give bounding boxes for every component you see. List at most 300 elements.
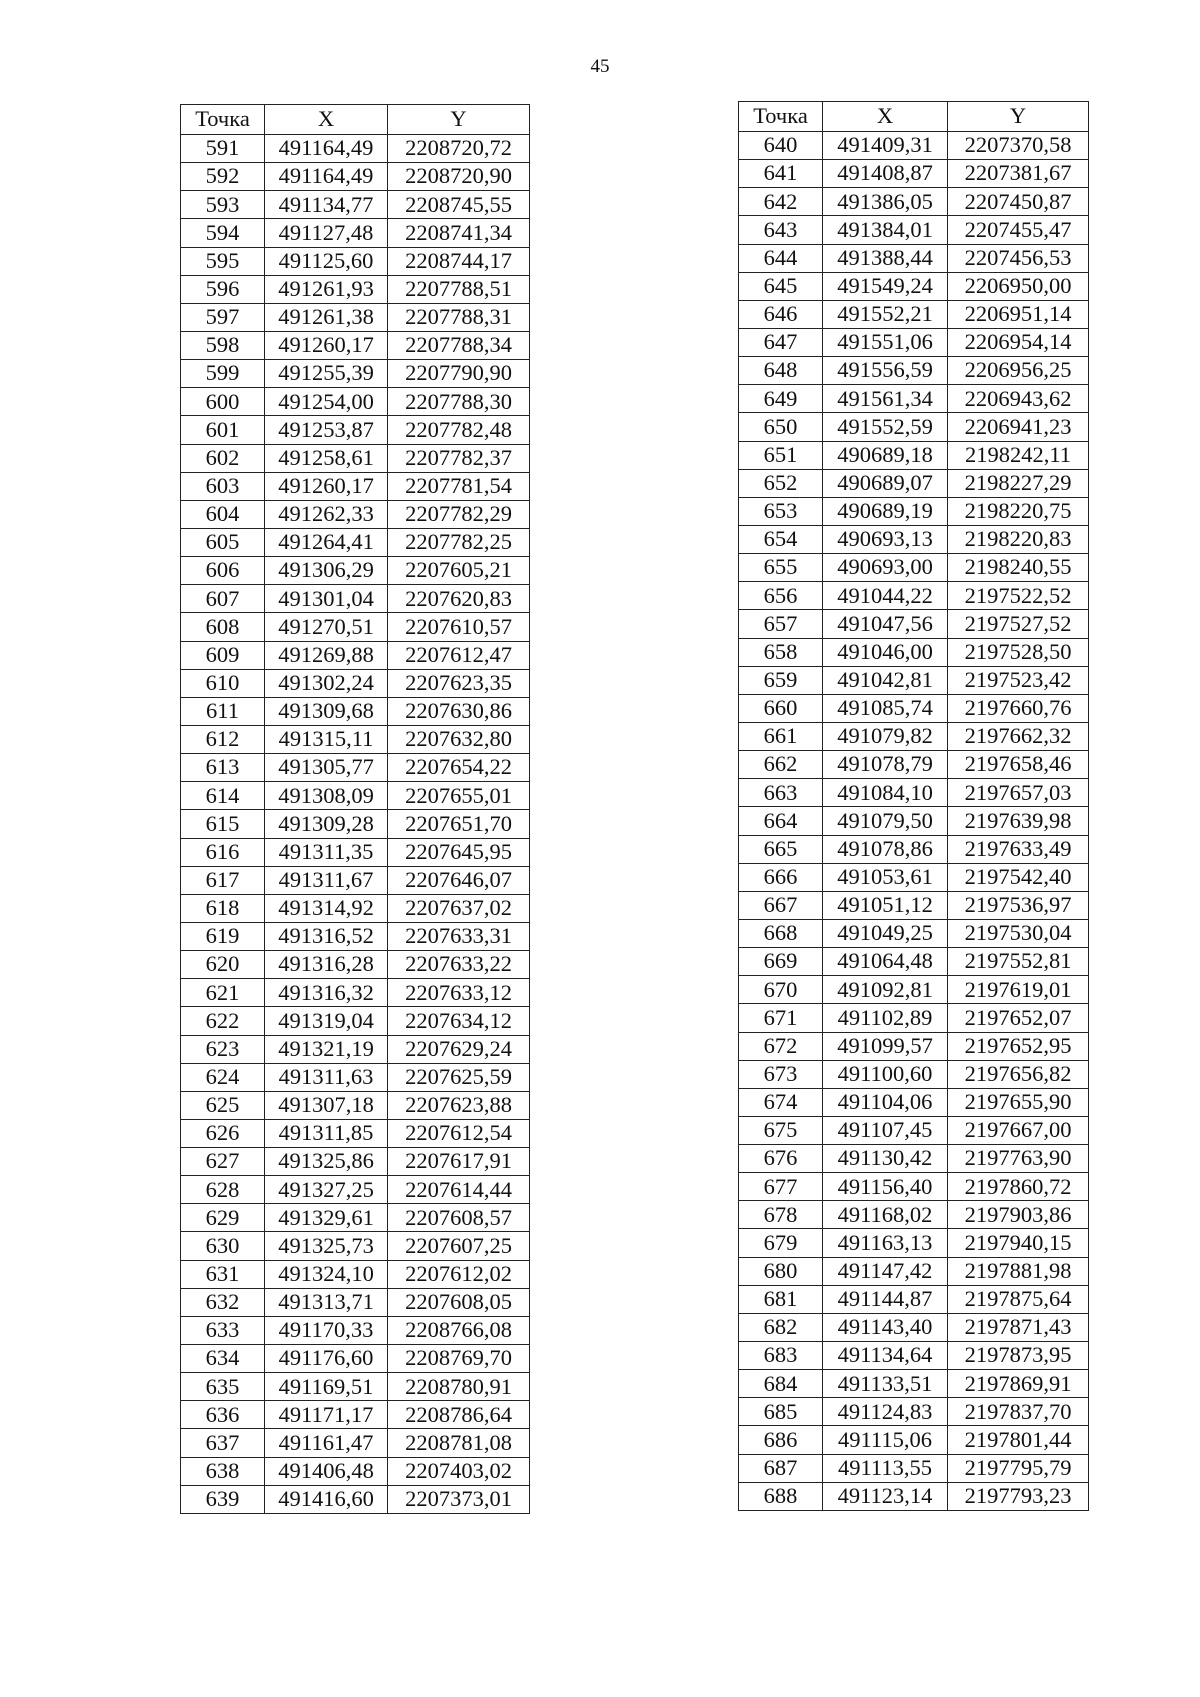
cell-y: 2207612,47 bbox=[388, 641, 530, 669]
cell-x: 491258,61 bbox=[265, 444, 388, 472]
cell-point: 643 bbox=[739, 216, 823, 244]
cell-point: 654 bbox=[739, 525, 823, 553]
cell-x: 491163,13 bbox=[823, 1229, 948, 1257]
cell-y: 2207790,90 bbox=[388, 360, 530, 388]
cell-point: 639 bbox=[181, 1485, 265, 1513]
table-row bbox=[739, 582, 1089, 610]
cell-y: 2197652,07 bbox=[948, 1004, 1089, 1032]
cell-y: 2207637,02 bbox=[388, 894, 530, 922]
cell-x: 491156,40 bbox=[823, 1173, 948, 1201]
cell-y: 2207633,22 bbox=[388, 951, 530, 979]
cell-x: 491309,68 bbox=[265, 697, 388, 725]
table-row bbox=[181, 838, 530, 866]
cell-y: 2197793,23 bbox=[948, 1482, 1089, 1510]
cell-y: 2197542,40 bbox=[948, 863, 1089, 891]
cell-x: 491104,06 bbox=[823, 1088, 948, 1116]
cell-point: 685 bbox=[739, 1398, 823, 1426]
table-row bbox=[181, 782, 530, 810]
cell-y: 2197660,76 bbox=[948, 694, 1089, 722]
table-row bbox=[739, 1257, 1089, 1285]
cell-point: 604 bbox=[181, 500, 265, 528]
cell-x: 491164,49 bbox=[265, 163, 388, 191]
cell-y: 2207455,47 bbox=[948, 216, 1089, 244]
cell-x: 491386,05 bbox=[823, 188, 948, 216]
cell-point: 607 bbox=[181, 585, 265, 613]
cell-x: 491416,60 bbox=[265, 1485, 388, 1513]
table-row bbox=[181, 1345, 530, 1373]
cell-x: 491261,93 bbox=[265, 275, 388, 303]
cell-x: 491316,28 bbox=[265, 951, 388, 979]
cell-x: 491306,29 bbox=[265, 557, 388, 585]
cell-y: 2197530,04 bbox=[948, 919, 1089, 947]
cell-y: 2197658,46 bbox=[948, 751, 1089, 779]
cell-x: 491085,74 bbox=[823, 694, 948, 722]
cell-y: 2207788,30 bbox=[388, 388, 530, 416]
cell-x: 491311,85 bbox=[265, 1119, 388, 1147]
table-row bbox=[181, 1091, 530, 1119]
cell-y: 2197871,43 bbox=[948, 1313, 1089, 1341]
cell-y: 2197522,52 bbox=[948, 582, 1089, 610]
cell-point: 611 bbox=[181, 697, 265, 725]
cell-x: 491042,81 bbox=[823, 666, 948, 694]
cell-x: 491552,59 bbox=[823, 413, 948, 441]
table-row bbox=[181, 500, 530, 528]
cell-x: 491047,56 bbox=[823, 610, 948, 638]
cell-point: 670 bbox=[739, 976, 823, 1004]
table-row bbox=[739, 554, 1089, 582]
cell-point: 618 bbox=[181, 894, 265, 922]
cell-point: 653 bbox=[739, 497, 823, 525]
cell-x: 491044,22 bbox=[823, 582, 948, 610]
table-row bbox=[739, 722, 1089, 750]
table-row bbox=[181, 669, 530, 697]
cell-x: 491170,33 bbox=[265, 1316, 388, 1344]
cell-point: 623 bbox=[181, 1035, 265, 1063]
table-row bbox=[739, 891, 1089, 919]
cell-point: 666 bbox=[739, 863, 823, 891]
cell-point: 595 bbox=[181, 247, 265, 275]
cell-y: 2197536,97 bbox=[948, 891, 1089, 919]
cell-x: 491169,51 bbox=[265, 1373, 388, 1401]
cell-x: 491051,12 bbox=[823, 891, 948, 919]
cell-y: 2207608,05 bbox=[388, 1288, 530, 1316]
cell-x: 491168,02 bbox=[823, 1201, 948, 1229]
cell-y: 2207629,24 bbox=[388, 1035, 530, 1063]
cell-y: 2197875,64 bbox=[948, 1285, 1089, 1313]
table-row bbox=[181, 585, 530, 613]
cell-x: 491319,04 bbox=[265, 1007, 388, 1035]
cell-point: 664 bbox=[739, 807, 823, 835]
cell-point: 676 bbox=[739, 1145, 823, 1173]
table-row bbox=[181, 444, 530, 472]
table-row bbox=[739, 1145, 1089, 1173]
cell-point: 678 bbox=[739, 1201, 823, 1229]
cell-y: 2207605,21 bbox=[388, 557, 530, 585]
cell-point: 640 bbox=[739, 132, 823, 160]
cell-point: 597 bbox=[181, 303, 265, 331]
table-row bbox=[181, 528, 530, 556]
cell-x: 491302,24 bbox=[265, 669, 388, 697]
cell-point: 679 bbox=[739, 1229, 823, 1257]
header-y: Y bbox=[388, 105, 530, 135]
cell-point: 600 bbox=[181, 388, 265, 416]
table-row bbox=[181, 191, 530, 219]
cell-y: 2207782,29 bbox=[388, 500, 530, 528]
table-row bbox=[739, 357, 1089, 385]
table-row bbox=[739, 1060, 1089, 1088]
table-row bbox=[739, 413, 1089, 441]
cell-y: 2208741,34 bbox=[388, 219, 530, 247]
cell-point: 599 bbox=[181, 360, 265, 388]
cell-x: 491164,49 bbox=[265, 135, 388, 163]
cell-x: 491313,71 bbox=[265, 1288, 388, 1316]
table-row bbox=[181, 1148, 530, 1176]
cell-point: 633 bbox=[181, 1316, 265, 1344]
cell-y: 2197528,50 bbox=[948, 638, 1089, 666]
cell-y: 2208781,08 bbox=[388, 1429, 530, 1457]
cell-x: 491408,87 bbox=[823, 160, 948, 188]
cell-y: 2197657,03 bbox=[948, 779, 1089, 807]
cell-y: 2197860,72 bbox=[948, 1173, 1089, 1201]
table-row bbox=[181, 1119, 530, 1147]
cell-y: 2197552,81 bbox=[948, 948, 1089, 976]
cell-point: 673 bbox=[739, 1060, 823, 1088]
table-row bbox=[739, 1370, 1089, 1398]
table-row bbox=[739, 1426, 1089, 1454]
table-row bbox=[739, 1032, 1089, 1060]
table-row bbox=[739, 188, 1089, 216]
cell-y: 2197656,82 bbox=[948, 1060, 1089, 1088]
cell-y: 2197795,79 bbox=[948, 1454, 1089, 1482]
cell-point: 675 bbox=[739, 1116, 823, 1144]
cell-x: 491078,86 bbox=[823, 835, 948, 863]
cell-point: 631 bbox=[181, 1260, 265, 1288]
cell-y: 2208744,17 bbox=[388, 247, 530, 275]
cell-point: 683 bbox=[739, 1342, 823, 1370]
cell-point: 627 bbox=[181, 1148, 265, 1176]
cell-x: 491329,61 bbox=[265, 1204, 388, 1232]
page-number: 45 bbox=[590, 56, 610, 77]
cell-y: 2197667,00 bbox=[948, 1116, 1089, 1144]
table-row bbox=[739, 1201, 1089, 1229]
cell-point: 686 bbox=[739, 1426, 823, 1454]
cell-x: 491134,64 bbox=[823, 1342, 948, 1370]
cell-y: 2208786,64 bbox=[388, 1401, 530, 1429]
cell-y: 2197662,32 bbox=[948, 722, 1089, 750]
cell-y: 2197633,49 bbox=[948, 835, 1089, 863]
table-row bbox=[739, 1482, 1089, 1510]
cell-y: 2207614,44 bbox=[388, 1176, 530, 1204]
cell-x: 491311,67 bbox=[265, 866, 388, 894]
cell-point: 645 bbox=[739, 272, 823, 300]
table-row bbox=[181, 866, 530, 894]
table-row bbox=[739, 1313, 1089, 1341]
cell-point: 648 bbox=[739, 357, 823, 385]
cell-x: 491308,09 bbox=[265, 782, 388, 810]
table-row bbox=[739, 807, 1089, 835]
table-row bbox=[181, 894, 530, 922]
cell-y: 2207403,02 bbox=[388, 1457, 530, 1485]
header-point: Точка bbox=[739, 102, 823, 132]
cell-point: 650 bbox=[739, 413, 823, 441]
coordinates-table-left bbox=[180, 104, 530, 1514]
cell-point: 660 bbox=[739, 694, 823, 722]
cell-y: 2197619,01 bbox=[948, 976, 1089, 1004]
table-row bbox=[739, 610, 1089, 638]
cell-y: 2198220,83 bbox=[948, 525, 1089, 553]
cell-x: 491384,01 bbox=[823, 216, 948, 244]
cell-x: 491176,60 bbox=[265, 1345, 388, 1373]
cell-point: 659 bbox=[739, 666, 823, 694]
cell-point: 634 bbox=[181, 1345, 265, 1373]
table-row bbox=[739, 666, 1089, 694]
cell-x: 491561,34 bbox=[823, 385, 948, 413]
cell-point: 677 bbox=[739, 1173, 823, 1201]
table-row bbox=[181, 135, 530, 163]
cell-y: 2207610,57 bbox=[388, 613, 530, 641]
cell-x: 491079,50 bbox=[823, 807, 948, 835]
table-row bbox=[181, 697, 530, 725]
cell-point: 613 bbox=[181, 754, 265, 782]
cell-point: 603 bbox=[181, 472, 265, 500]
cell-y: 2208766,08 bbox=[388, 1316, 530, 1344]
cell-x: 491127,48 bbox=[265, 219, 388, 247]
table-row bbox=[739, 216, 1089, 244]
cell-point: 628 bbox=[181, 1176, 265, 1204]
table-row bbox=[181, 1401, 530, 1429]
cell-x: 491269,88 bbox=[265, 641, 388, 669]
cell-y: 2207623,35 bbox=[388, 669, 530, 697]
cell-point: 608 bbox=[181, 613, 265, 641]
cell-y: 2197523,42 bbox=[948, 666, 1089, 694]
cell-point: 625 bbox=[181, 1091, 265, 1119]
cell-y: 2206951,14 bbox=[948, 300, 1089, 328]
cell-x: 491046,00 bbox=[823, 638, 948, 666]
cell-point: 626 bbox=[181, 1119, 265, 1147]
cell-point: 609 bbox=[181, 641, 265, 669]
cell-point: 687 bbox=[739, 1454, 823, 1482]
table-row bbox=[739, 272, 1089, 300]
cell-y: 2197869,91 bbox=[948, 1370, 1089, 1398]
cell-point: 671 bbox=[739, 1004, 823, 1032]
cell-x: 491315,11 bbox=[265, 725, 388, 753]
cell-y: 2198220,75 bbox=[948, 497, 1089, 525]
cell-x: 491409,31 bbox=[823, 132, 948, 160]
cell-x: 491113,55 bbox=[823, 1454, 948, 1482]
cell-y: 2207788,51 bbox=[388, 275, 530, 303]
cell-x: 491270,51 bbox=[265, 613, 388, 641]
cell-point: 610 bbox=[181, 669, 265, 697]
cell-x: 491388,44 bbox=[823, 244, 948, 272]
cell-x: 491406,48 bbox=[265, 1457, 388, 1485]
cell-x: 491144,87 bbox=[823, 1285, 948, 1313]
table-row bbox=[181, 1204, 530, 1232]
cell-y: 2207608,57 bbox=[388, 1204, 530, 1232]
table-row bbox=[739, 244, 1089, 272]
cell-x: 491100,60 bbox=[823, 1060, 948, 1088]
cell-y: 2207645,95 bbox=[388, 838, 530, 866]
table-row bbox=[739, 132, 1089, 160]
cell-x: 491325,86 bbox=[265, 1148, 388, 1176]
table-row bbox=[181, 1035, 530, 1063]
cell-point: 680 bbox=[739, 1257, 823, 1285]
cell-point: 602 bbox=[181, 444, 265, 472]
cell-point: 630 bbox=[181, 1232, 265, 1260]
cell-x: 491130,42 bbox=[823, 1145, 948, 1173]
cell-y: 2197652,95 bbox=[948, 1032, 1089, 1060]
table-row bbox=[181, 303, 530, 331]
cell-x: 491123,14 bbox=[823, 1482, 948, 1510]
cell-y: 2206956,25 bbox=[948, 357, 1089, 385]
cell-x: 491133,51 bbox=[823, 1370, 948, 1398]
table-header-row bbox=[181, 105, 530, 135]
cell-point: 606 bbox=[181, 557, 265, 585]
cell-point: 638 bbox=[181, 1457, 265, 1485]
cell-x: 491552,21 bbox=[823, 300, 948, 328]
table-row bbox=[739, 1398, 1089, 1426]
table-row bbox=[181, 1316, 530, 1344]
cell-point: 646 bbox=[739, 300, 823, 328]
cell-point: 684 bbox=[739, 1370, 823, 1398]
table-row bbox=[181, 1063, 530, 1091]
cell-x: 491556,59 bbox=[823, 357, 948, 385]
cell-point: 644 bbox=[739, 244, 823, 272]
table-row bbox=[739, 835, 1089, 863]
cell-x: 491092,81 bbox=[823, 976, 948, 1004]
cell-x: 491311,35 bbox=[265, 838, 388, 866]
table-row bbox=[739, 300, 1089, 328]
table-row bbox=[181, 1260, 530, 1288]
cell-y: 2207782,25 bbox=[388, 528, 530, 556]
cell-point: 658 bbox=[739, 638, 823, 666]
table-row bbox=[739, 751, 1089, 779]
table-row bbox=[739, 1285, 1089, 1313]
header-point: Точка bbox=[181, 105, 265, 135]
cell-point: 663 bbox=[739, 779, 823, 807]
cell-y: 2207370,58 bbox=[948, 132, 1089, 160]
cell-x: 491551,06 bbox=[823, 328, 948, 356]
cell-point: 674 bbox=[739, 1088, 823, 1116]
table-row bbox=[181, 641, 530, 669]
table-row bbox=[739, 1454, 1089, 1482]
cell-y: 2207782,37 bbox=[388, 444, 530, 472]
cell-point: 661 bbox=[739, 722, 823, 750]
table-row bbox=[181, 557, 530, 585]
table-row bbox=[181, 922, 530, 950]
cell-y: 2206943,62 bbox=[948, 385, 1089, 413]
cell-point: 672 bbox=[739, 1032, 823, 1060]
cell-point: 614 bbox=[181, 782, 265, 810]
table-row bbox=[181, 1007, 530, 1035]
coordinates-table-right bbox=[738, 101, 1089, 1511]
cell-point: 596 bbox=[181, 275, 265, 303]
table-row bbox=[739, 1004, 1089, 1032]
table-row bbox=[181, 1176, 530, 1204]
cell-point: 605 bbox=[181, 528, 265, 556]
table-row bbox=[181, 1232, 530, 1260]
table-row bbox=[181, 360, 530, 388]
cell-y: 2207381,67 bbox=[948, 160, 1089, 188]
cell-y: 2207625,59 bbox=[388, 1063, 530, 1091]
cell-x: 491147,42 bbox=[823, 1257, 948, 1285]
cell-x: 491084,10 bbox=[823, 779, 948, 807]
cell-point: 619 bbox=[181, 922, 265, 950]
cell-x: 491261,38 bbox=[265, 303, 388, 331]
cell-point: 682 bbox=[739, 1313, 823, 1341]
cell-y: 2206954,14 bbox=[948, 328, 1089, 356]
cell-point: 681 bbox=[739, 1285, 823, 1313]
cell-x: 491260,17 bbox=[265, 472, 388, 500]
cell-y: 2207633,12 bbox=[388, 979, 530, 1007]
cell-x: 491124,83 bbox=[823, 1398, 948, 1426]
table-header-row bbox=[739, 102, 1089, 132]
cell-point: 617 bbox=[181, 866, 265, 894]
cell-y: 2197801,44 bbox=[948, 1426, 1089, 1454]
cell-y: 2207782,48 bbox=[388, 416, 530, 444]
table-row bbox=[739, 328, 1089, 356]
table-row bbox=[739, 638, 1089, 666]
table-row bbox=[739, 976, 1089, 1004]
cell-y: 2207646,07 bbox=[388, 866, 530, 894]
cell-y: 2207651,70 bbox=[388, 810, 530, 838]
cell-point: 591 bbox=[181, 135, 265, 163]
table-row bbox=[739, 469, 1089, 497]
cell-y: 2197639,98 bbox=[948, 807, 1089, 835]
cell-x: 491309,28 bbox=[265, 810, 388, 838]
cell-x: 491316,32 bbox=[265, 979, 388, 1007]
cell-y: 2208745,55 bbox=[388, 191, 530, 219]
cell-point: 652 bbox=[739, 469, 823, 497]
table-row bbox=[181, 979, 530, 1007]
cell-x: 491125,60 bbox=[265, 247, 388, 275]
cell-x: 491254,00 bbox=[265, 388, 388, 416]
table-row bbox=[181, 1457, 530, 1485]
cell-x: 491053,61 bbox=[823, 863, 948, 891]
cell-x: 490689,19 bbox=[823, 497, 948, 525]
cell-point: 616 bbox=[181, 838, 265, 866]
table-row bbox=[181, 951, 530, 979]
cell-point: 642 bbox=[739, 188, 823, 216]
cell-x: 491253,87 bbox=[265, 416, 388, 444]
cell-point: 592 bbox=[181, 163, 265, 191]
cell-x: 491264,41 bbox=[265, 528, 388, 556]
table-row bbox=[181, 219, 530, 247]
table-row bbox=[181, 416, 530, 444]
cell-x: 490689,07 bbox=[823, 469, 948, 497]
table-row bbox=[739, 1088, 1089, 1116]
cell-point: 668 bbox=[739, 919, 823, 947]
cell-x: 491549,24 bbox=[823, 272, 948, 300]
cell-x: 491311,63 bbox=[265, 1063, 388, 1091]
table-row bbox=[181, 1485, 530, 1513]
cell-x: 491079,82 bbox=[823, 722, 948, 750]
table-row bbox=[181, 1288, 530, 1316]
table-row bbox=[181, 163, 530, 191]
table-row bbox=[739, 863, 1089, 891]
table-row bbox=[181, 1429, 530, 1457]
cell-x: 491305,77 bbox=[265, 754, 388, 782]
cell-x: 491115,06 bbox=[823, 1426, 948, 1454]
table-row bbox=[739, 525, 1089, 553]
cell-point: 620 bbox=[181, 951, 265, 979]
cell-y: 2207788,34 bbox=[388, 331, 530, 359]
cell-point: 624 bbox=[181, 1063, 265, 1091]
cell-point: 669 bbox=[739, 948, 823, 976]
cell-x: 491099,57 bbox=[823, 1032, 948, 1060]
cell-x: 491161,47 bbox=[265, 1429, 388, 1457]
cell-y: 2207607,25 bbox=[388, 1232, 530, 1260]
cell-x: 491171,17 bbox=[265, 1401, 388, 1429]
